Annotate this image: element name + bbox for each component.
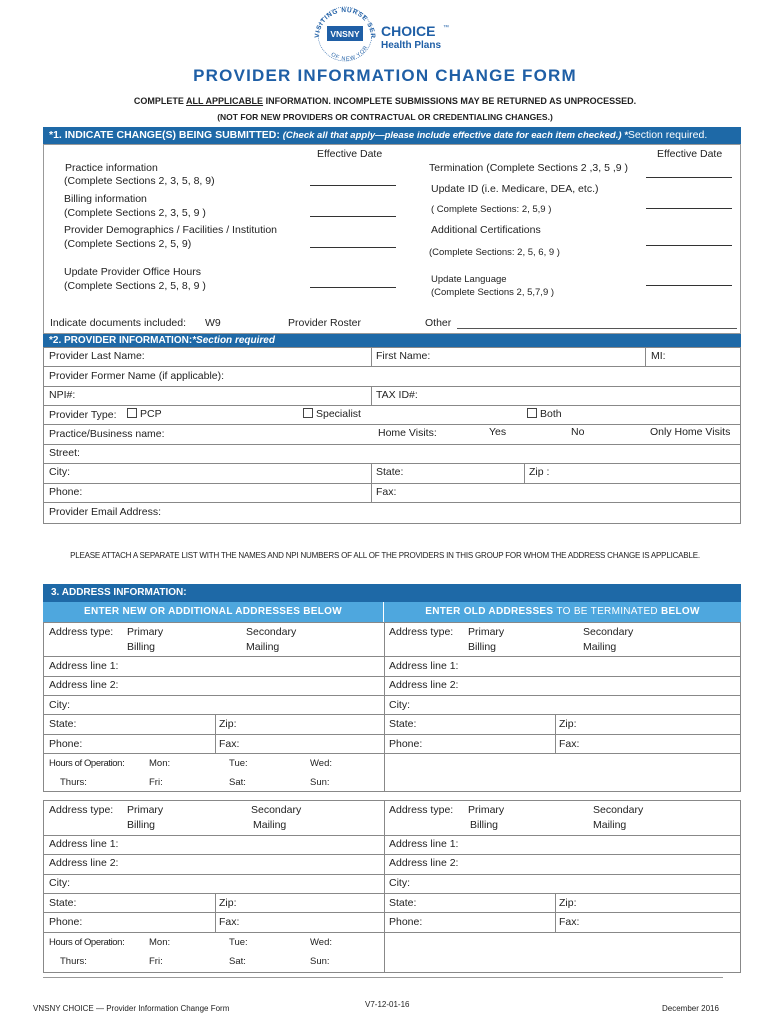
pcp-box (127, 408, 137, 418)
fax-field[interactable]: Fax: (376, 486, 397, 498)
update-id-checkbox[interactable]: Update ID (i.e. Medicare, DEA, etc.) (431, 183, 599, 195)
old-header-c: BELOW (661, 606, 700, 617)
old2-state[interactable]: State: (389, 897, 417, 909)
old1-state[interactable]: State: (389, 718, 417, 730)
logo-brand: CHOICE (381, 23, 436, 39)
old2-addr1[interactable]: Address line 1: (389, 838, 459, 850)
certifications-checkbox[interactable]: Additional Certifications (431, 224, 541, 236)
logo-mark (305, 4, 465, 66)
new2-city[interactable]: City: (49, 877, 70, 889)
home-visits-label: Home Visits: (378, 427, 437, 439)
logo-arc-text: VISITING NURSE SER (313, 6, 377, 39)
new2-thurs[interactable]: Thurs: (60, 956, 87, 967)
new1-addr2[interactable]: Address line 2: (49, 679, 119, 691)
new2-fax[interactable]: Fax: (219, 916, 240, 928)
practice-info-checkbox[interactable]: Practice information (65, 162, 158, 174)
new1-sun[interactable]: Sun: (310, 777, 330, 788)
old1-fax[interactable]: Fax: (559, 738, 580, 750)
new1-secondary[interactable]: Secondary (246, 626, 297, 638)
old1-phone[interactable]: Phone: (389, 738, 423, 750)
section1-instructions: (Check all that apply—please include effective date for each item checked.) * (282, 130, 628, 141)
state-field[interactable]: State: (376, 466, 404, 478)
office-hours-sections: (Complete Sections 2, 5, 8, 9 ) (64, 280, 206, 292)
new2-sun[interactable]: Sun: (310, 956, 330, 967)
new1-primary[interactable]: Primary (127, 626, 164, 638)
former-name-field[interactable]: Provider Former Name (if applicable): (49, 370, 225, 382)
new1-billing[interactable]: Billing (127, 641, 156, 653)
new1-city[interactable]: City: (49, 699, 70, 711)
demographics-checkbox[interactable]: Provider Demographics / Facilities / Institution (64, 224, 277, 236)
doc-w9-checkbox[interactable]: W9 (205, 317, 221, 329)
new1-zip[interactable]: Zip: (219, 718, 237, 730)
new2-billing[interactable]: Billing (127, 819, 156, 831)
update-id-sections: ( Complete Sections: 2, 5,9 ) (431, 204, 552, 215)
new1-mailing[interactable]: Mailing (246, 641, 280, 653)
old1-billing[interactable]: Billing (468, 641, 497, 653)
old1-mailing[interactable]: Mailing (583, 641, 617, 653)
new2-secondary[interactable]: Secondary (251, 804, 302, 816)
old1-secondary[interactable]: Secondary (583, 626, 634, 638)
footer-rule (43, 977, 723, 978)
both-box (527, 408, 537, 418)
old1-addr2[interactable]: Address line 2: (389, 679, 459, 691)
specialist-checkbox[interactable]: Specialist (303, 408, 361, 421)
demographics-date[interactable] (310, 247, 396, 248)
certifications-sections: (Complete Sections: 2, 5, 6, 9 ) (429, 247, 560, 258)
new2-primary[interactable]: Primary (127, 804, 164, 816)
old2-zip[interactable]: Zip: (559, 897, 577, 909)
old1-addr1[interactable]: Address line 1: (389, 660, 459, 672)
doc-roster-checkbox[interactable]: Provider Roster (288, 317, 361, 329)
language-checkbox[interactable]: Update Language (431, 274, 507, 285)
new2-tue[interactable]: Tue: (229, 937, 248, 948)
new1-addr1[interactable]: Address line 1: (49, 660, 119, 672)
footer-date: December 2016 (662, 1004, 719, 1013)
zip-field[interactable]: Zip : (529, 466, 550, 478)
section2-title: *2. PROVIDER INFORMATION: (49, 335, 193, 346)
section2-required: *Section required (192, 335, 275, 346)
instr-all-applicable: ALL APPLICABLE (186, 96, 264, 106)
instr-rest: INFORMATION. INCOMPLETE SUBMISSIONS MAY BE RETURNED AS UNPROCESSED. (265, 96, 637, 106)
old1-address-type: Address type: (389, 626, 454, 638)
old2-primary[interactable]: Primary (468, 804, 505, 816)
new1-hours: Hours of Operation: (49, 758, 125, 769)
section1-required: Section required. (627, 129, 708, 141)
logo-brand-tm: ™ (443, 25, 449, 31)
new2-zip[interactable]: Zip: (219, 897, 237, 909)
city-field[interactable]: City: (49, 466, 70, 478)
section1-header (43, 127, 741, 144)
new2-addr2[interactable]: Address line 2: (49, 857, 119, 869)
billing-info-date[interactable] (310, 216, 396, 217)
demographics-sections: (Complete Sections 2, 5, 9) (64, 238, 192, 250)
old1-zip[interactable]: Zip: (559, 718, 577, 730)
new2-mailing[interactable]: Mailing (253, 819, 287, 831)
old-addresses-header (384, 602, 741, 622)
tax-id-field[interactable]: TAX ID#: (376, 389, 418, 401)
logo-brand-sub: Health Plans (381, 40, 442, 51)
doc-other-checkbox[interactable]: Other (425, 317, 452, 329)
old2-secondary[interactable]: Secondary (593, 804, 644, 816)
instructions-line1 (0, 96, 770, 106)
home-visits-no[interactable]: No (571, 426, 585, 438)
old1-primary[interactable]: Primary (468, 626, 505, 638)
both-checkbox[interactable]: Both (527, 408, 562, 421)
new2-mon[interactable]: Mon: (149, 937, 171, 948)
logo-bottom-text: OF NEW YOR (329, 44, 370, 63)
old1-city[interactable]: City: (389, 699, 410, 711)
first-name-field[interactable]: First Name: (376, 350, 431, 362)
new2-fri[interactable]: Fri: (149, 956, 163, 967)
old2-billing[interactable]: Billing (470, 819, 499, 831)
office-hours-date[interactable] (310, 287, 396, 288)
old2-phone[interactable]: Phone: (389, 916, 423, 928)
phone-field[interactable]: Phone: (49, 486, 83, 498)
effective-date-right-label: Effective Date (657, 148, 723, 160)
attach-list-notice: PLEASE ATTACH A SEPARATE LIST WITH THE NAMES AND NPI NUMBERS OF ALL OF THE PROVIDERS IN THIS GROUP FOR WHOM THE ADDRESS CHANGE IS APPLICABLE. (70, 551, 700, 560)
email-field[interactable]: Provider Email Address: (49, 506, 162, 518)
street-field[interactable]: Street: (49, 447, 80, 459)
new2-hours: Hours of Operation: (49, 937, 125, 948)
old-header-a: ENTER OLD ADDRESSES (425, 606, 554, 617)
pcp-checkbox[interactable]: PCP (127, 408, 162, 421)
section3-header: 3. ADDRESS INFORMATION: (43, 584, 741, 602)
termination-date[interactable] (646, 177, 732, 178)
npi-field[interactable]: NPI#: (49, 389, 76, 401)
section2-header (43, 334, 741, 348)
old2-address-type: Address type: (389, 804, 454, 816)
new1-tue[interactable]: Tue: (229, 758, 248, 769)
old2-city[interactable]: City: (389, 877, 410, 889)
new-addresses-header: ENTER NEW OR ADDITIONAL ADDRESSES BELOW (43, 602, 383, 622)
new2-address-type: Address type: (49, 804, 114, 816)
termination-checkbox[interactable]: Termination (Complete Sections 2 ,3, 5 ,9 ) (429, 162, 629, 174)
new2-phone[interactable]: Phone: (49, 916, 83, 928)
new1-wed[interactable]: Wed: (310, 758, 333, 769)
certifications-date[interactable] (646, 245, 732, 246)
mi-field[interactable]: MI: (651, 350, 666, 362)
home-visits-only[interactable]: Only Home Visits (650, 426, 731, 438)
new1-state[interactable]: State: (49, 718, 77, 730)
billing-info-sections: (Complete Sections 2, 3, 5, 9 ) (64, 207, 206, 219)
practice-info-sections: (Complete Sections 2, 3, 5, 8, 9) (64, 175, 215, 187)
doc-other-input[interactable] (457, 328, 737, 329)
language-sections: (Complete Sections 2, 5,7,9 ) (431, 287, 555, 298)
effective-date-left-label: Effective Date (317, 148, 383, 160)
logo (305, 4, 465, 66)
footer-version: V7-12-01-16 (365, 1000, 410, 1009)
language-date[interactable] (646, 285, 732, 286)
new1-fax[interactable]: Fax: (219, 738, 240, 750)
provider-type-label: Provider Type: (49, 409, 117, 421)
last-name-field[interactable]: Provider Last Name: (49, 350, 145, 362)
new1-address-type: Address type: (49, 626, 114, 638)
new2-wed[interactable]: Wed: (310, 937, 333, 948)
old2-addr2[interactable]: Address line 2: (389, 857, 459, 869)
new2-sat[interactable]: Sat: (229, 956, 246, 967)
new1-fri[interactable]: Fri: (149, 777, 163, 788)
section1-title: *1. INDICATE CHANGE(S) BEING SUBMITTED: (49, 129, 280, 141)
new1-mon[interactable]: Mon: (149, 758, 171, 769)
new1-thurs[interactable]: Thurs: (60, 777, 87, 788)
update-id-date[interactable] (646, 208, 732, 209)
logo-badge: VNSNY (330, 29, 360, 39)
practice-name-field[interactable]: Practice/Business name: (49, 428, 165, 440)
old2-fax[interactable]: Fax: (559, 916, 580, 928)
page-title: PROVIDER INFORMATION CHANGE FORM (193, 66, 577, 85)
practice-info-date[interactable] (310, 185, 396, 186)
new1-sat[interactable]: Sat: (229, 777, 246, 788)
new1-phone[interactable]: Phone: (49, 738, 83, 750)
instr-complete: COMPLETE (133, 96, 184, 106)
footer-form-name: VNSNY CHOICE — Provider Information Change Form (33, 1004, 230, 1013)
old-header-b: TO BE TERMINATED (556, 606, 658, 617)
instructions-line2: (NOT FOR NEW PROVIDERS OR CONTRACTUAL OR CREDENTIALING CHANGES.) (217, 112, 553, 122)
office-hours-checkbox[interactable]: Update Provider Office Hours (64, 266, 201, 278)
new2-addr1[interactable]: Address line 1: (49, 838, 119, 850)
documents-included-label: Indicate documents included: (50, 317, 187, 329)
specialist-box (303, 408, 313, 418)
home-visits-yes[interactable]: Yes (489, 426, 507, 438)
old2-mailing[interactable]: Mailing (593, 819, 627, 831)
billing-info-checkbox[interactable]: Billing information (64, 193, 147, 205)
new2-state[interactable]: State: (49, 897, 77, 909)
